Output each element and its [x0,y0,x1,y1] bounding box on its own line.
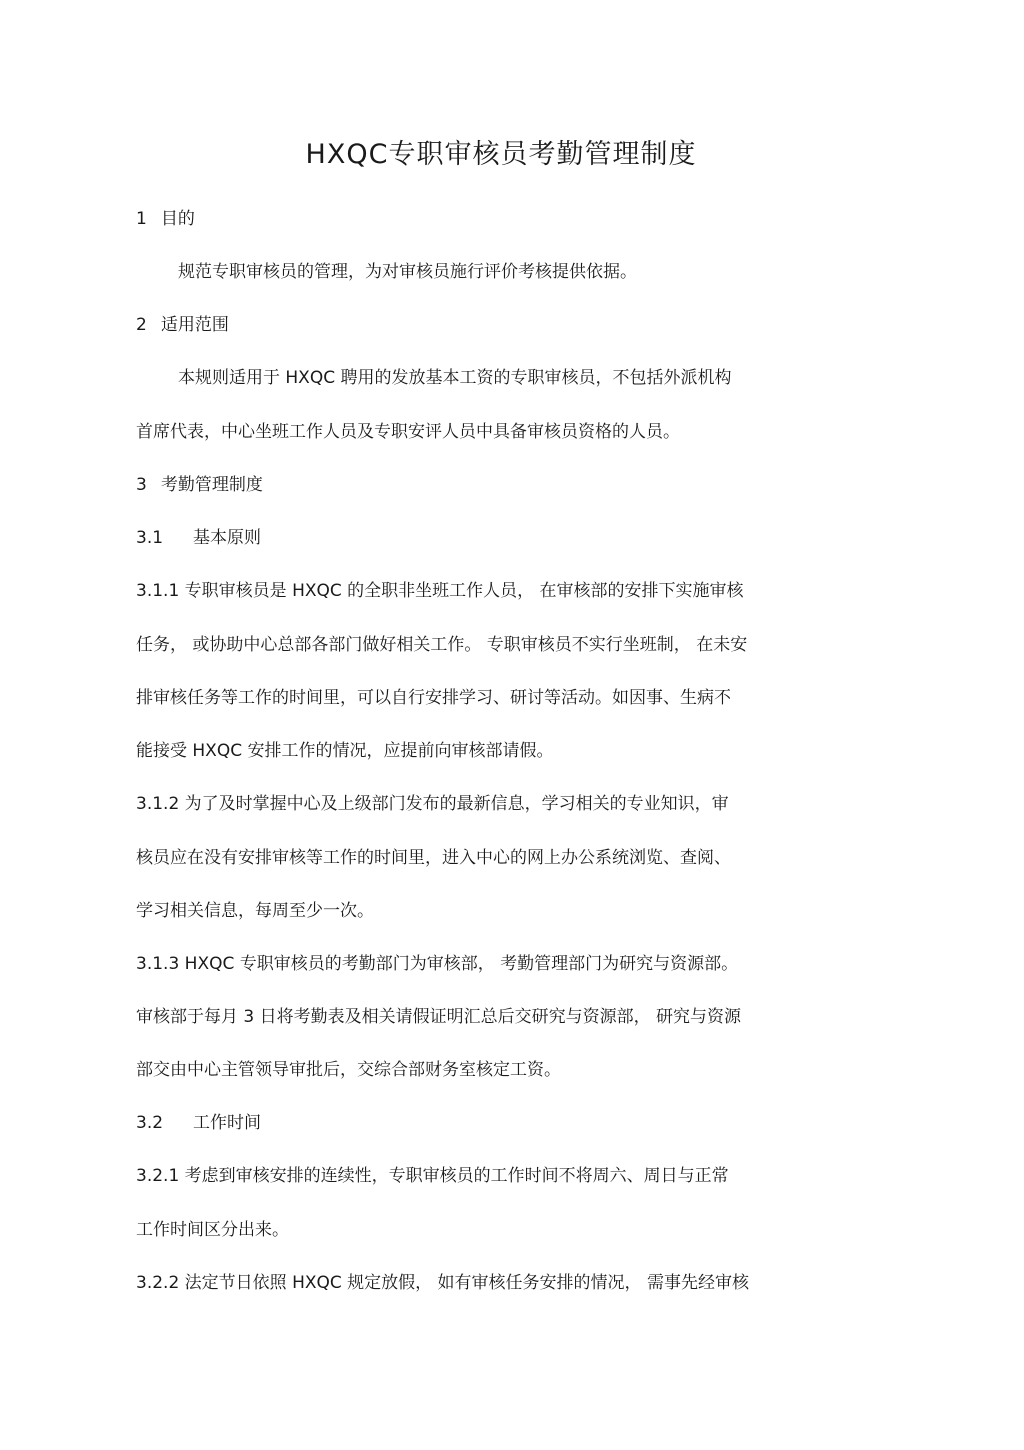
section-title: 考勤管理制度 [160,475,263,495]
paragraph-line: 学习相关信息，每周至少一次。 [136,901,374,921]
section-number: 3.2 [136,1113,164,1133]
paragraph-line: 能接受 HXQC 安排工作的情况，应提前向审核部请假。 [136,741,554,761]
section-title: 目的 [160,209,195,229]
paragraph-line: 本规则适用于 HXQC 聘用的发放基本工资的专职审核员，不包括外派机构 [178,368,732,388]
paragraph-line: 3.2.1 考虑到审核安排的连续性，专职审核员的工作时间不将周六、周日与正常 [136,1166,729,1186]
section-heading-2 [136,313,229,337]
section-number: 2 [136,315,147,335]
subsection-heading-3-2 [136,1111,261,1135]
paragraph-line: 3.2.2 法定节日依照 HXQC 规定放假， 如有审核任务安排的情况， 需事先经审核 [136,1273,749,1293]
section-heading-1 [136,207,195,231]
subsection-heading-3-1 [136,526,261,550]
paragraph-line: 工作时间区分出来。 [136,1220,289,1240]
section-number: 1 [136,209,147,229]
paragraph-line: 首席代表，中心坐班工作人员及专职安评人员中具备审核员资格的人员。 [136,422,680,442]
paragraph-line: 审核部于每月 3 日将考勤表及相关请假证明汇总后交研究与资源部， 研究与资源 [136,1007,742,1027]
paragraph-line: 排审核任务等工作的时间里，可以自行安排学习、研讨等活动。如因事、生病不 [136,688,731,708]
paragraph-line: 部交由中心主管领导审批后，交综合部财务室核定工资。 [136,1060,561,1080]
section-title: 基本原则 [193,528,262,548]
paragraph-line: 3.1.1 专职审核员是 HXQC 的全职非坐班工作人员， 在审核部的安排下实施审核 [136,581,744,601]
section-title: 工作时间 [193,1113,262,1133]
paragraph-line: 核员应在没有安排审核等工作的时间里，进入中心的网上办公系统浏览、查阅、 [136,848,731,868]
paragraph-line: 3.1.3 HXQC 专职审核员的考勤部门为审核部， 考勤管理部门为研究与资源部。 [136,954,739,974]
paragraph-line: 3.1.2 为了及时掌握中心及上级部门发布的最新信息，学习相关的专业知识，审 [136,794,729,814]
document-title: HXQC专职审核员考勤管理制度 [305,139,697,170]
section-heading-3 [136,473,263,497]
section-title: 适用范围 [160,315,229,335]
paragraph-line: 任务， 或协助中心总部各部门做好相关工作。 专职审核员不实行坐班制， 在未安 [136,635,748,655]
paragraph-line: 规范专职审核员的管理，为对审核员施行评价考核提供依据。 [178,262,637,282]
section-number: 3.1 [136,528,164,548]
section-number: 3 [136,475,147,495]
